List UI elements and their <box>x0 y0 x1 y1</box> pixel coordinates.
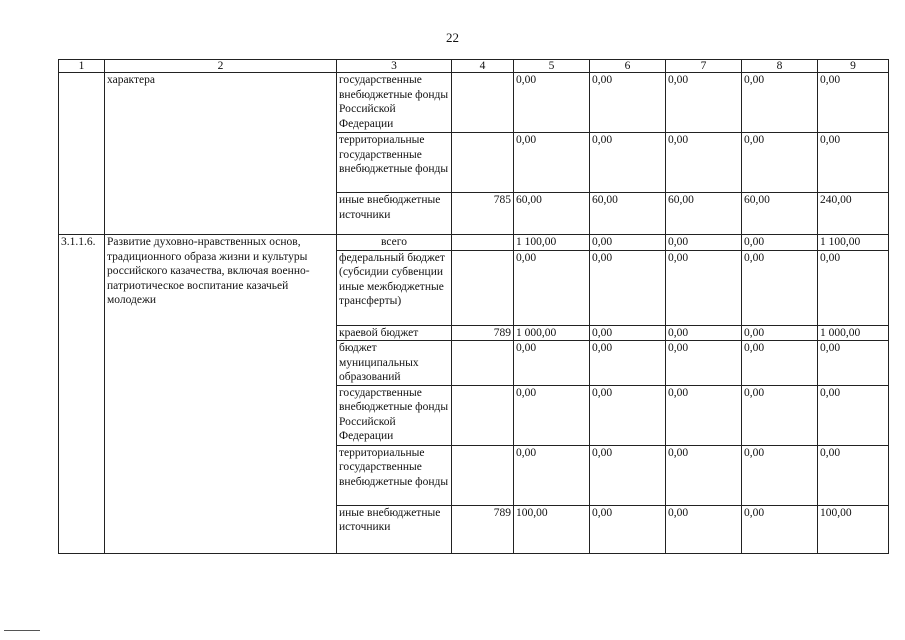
value-cell-7: 0,00 <box>666 133 742 193</box>
code-cell <box>452 385 514 445</box>
value-cell-6: 0,00 <box>590 505 666 553</box>
value-cell-9: 0,00 <box>818 385 889 445</box>
value-cell-6: 0,00 <box>590 235 666 251</box>
header-cell: 3 <box>337 60 452 73</box>
header-row <box>59 60 889 73</box>
funding-source-cell: государственные внебюджетные фонды Российской Федерации <box>337 385 452 445</box>
value-cell-6: 0,00 <box>590 341 666 386</box>
page-number: 22 <box>446 30 459 45</box>
value-cell-9: 240,00 <box>818 193 889 235</box>
header-cell: 6 <box>590 60 666 73</box>
value-cell-9: 0,00 <box>818 73 889 133</box>
value-cell-6: 0,00 <box>590 385 666 445</box>
value-cell-5: 0,00 <box>514 445 590 505</box>
event-name-cell: характера <box>105 73 337 235</box>
value-cell-9: 1 000,00 <box>818 325 889 341</box>
value-cell-7: 0,00 <box>666 325 742 341</box>
code-cell <box>452 445 514 505</box>
table-row <box>59 73 889 133</box>
header-cell: 1 <box>59 60 105 73</box>
code-cell <box>452 73 514 133</box>
header-cell: 4 <box>452 60 514 73</box>
funding-source-cell: государственные внебюджетные фонды Российской Федерации <box>337 73 452 133</box>
value-cell-5: 1 000,00 <box>514 325 590 341</box>
row-number-cell <box>59 73 105 235</box>
value-cell-6: 0,00 <box>590 250 666 325</box>
value-cell-5: 0,00 <box>514 341 590 386</box>
value-cell-6: 0,00 <box>590 445 666 505</box>
value-cell-7: 0,00 <box>666 235 742 251</box>
value-cell-6: 60,00 <box>590 193 666 235</box>
value-cell-7: 0,00 <box>666 341 742 386</box>
code-cell <box>452 250 514 325</box>
value-cell-7: 60,00 <box>666 193 742 235</box>
value-cell-6: 0,00 <box>590 133 666 193</box>
value-cell-8: 0,00 <box>742 325 818 341</box>
value-cell-8: 0,00 <box>742 341 818 386</box>
value-cell-6: 0,00 <box>590 325 666 341</box>
code-cell: 789 <box>452 325 514 341</box>
code-cell: 789 <box>452 505 514 553</box>
value-cell-8: 0,00 <box>742 385 818 445</box>
value-cell-8: 0,00 <box>742 73 818 133</box>
table-body <box>59 73 889 554</box>
code-cell <box>452 133 514 193</box>
value-cell-5: 0,00 <box>514 250 590 325</box>
funding-source-cell: иные внебюджетные источники <box>337 193 452 235</box>
value-cell-9: 1 100,00 <box>818 235 889 251</box>
header-cell: 5 <box>514 60 590 73</box>
value-cell-5: 60,00 <box>514 193 590 235</box>
value-cell-8: 0,00 <box>742 133 818 193</box>
header-cell: 2 <box>105 60 337 73</box>
funding-source-cell: иные внебюджетные источники <box>337 505 452 553</box>
header-cell: 7 <box>666 60 742 73</box>
value-cell-5: 0,00 <box>514 133 590 193</box>
header-cell: 9 <box>818 60 889 73</box>
value-cell-5: 100,00 <box>514 505 590 553</box>
funding-source-cell: краевой бюджет <box>337 325 452 341</box>
value-cell-5: 1 100,00 <box>514 235 590 251</box>
code-cell: 785 <box>452 193 514 235</box>
value-cell-9: 0,00 <box>818 445 889 505</box>
value-cell-8: 60,00 <box>742 193 818 235</box>
value-cell-7: 0,00 <box>666 73 742 133</box>
value-cell-8: 0,00 <box>742 235 818 251</box>
table-row <box>59 235 889 251</box>
footer-rule <box>4 630 40 631</box>
value-cell-7: 0,00 <box>666 385 742 445</box>
funding-source-cell: федеральный бюджет (субсидии субвенции иные межбюджетные трансферты) <box>337 250 452 325</box>
code-cell <box>452 235 514 251</box>
value-cell-9: 100,00 <box>818 505 889 553</box>
code-cell <box>452 341 514 386</box>
value-cell-5: 0,00 <box>514 73 590 133</box>
row-number-cell: 3.1.1.6. <box>59 235 105 554</box>
funding-source-cell: территориальные государственные внебюджетные фонды <box>337 445 452 505</box>
value-cell-6: 0,00 <box>590 73 666 133</box>
value-cell-8: 0,00 <box>742 505 818 553</box>
budget-table <box>58 59 889 554</box>
value-cell-7: 0,00 <box>666 250 742 325</box>
value-cell-9: 0,00 <box>818 250 889 325</box>
funding-source-cell: бюджет муниципальных образований <box>337 341 452 386</box>
value-cell-8: 0,00 <box>742 445 818 505</box>
funding-source-cell: всего <box>337 235 452 251</box>
funding-source-cell: территориальные государственные внебюджетные фонды <box>337 133 452 193</box>
event-name-cell: Развитие духовно-нравственных основ, традиционного образа жизни и культуры российского казачества, включая военно-патриотическое воспитание казачьей молодежи <box>105 235 337 554</box>
value-cell-7: 0,00 <box>666 505 742 553</box>
value-cell-9: 0,00 <box>818 341 889 386</box>
value-cell-7: 0,00 <box>666 445 742 505</box>
value-cell-9: 0,00 <box>818 133 889 193</box>
value-cell-8: 0,00 <box>742 250 818 325</box>
value-cell-5: 0,00 <box>514 385 590 445</box>
header-cell: 8 <box>742 60 818 73</box>
